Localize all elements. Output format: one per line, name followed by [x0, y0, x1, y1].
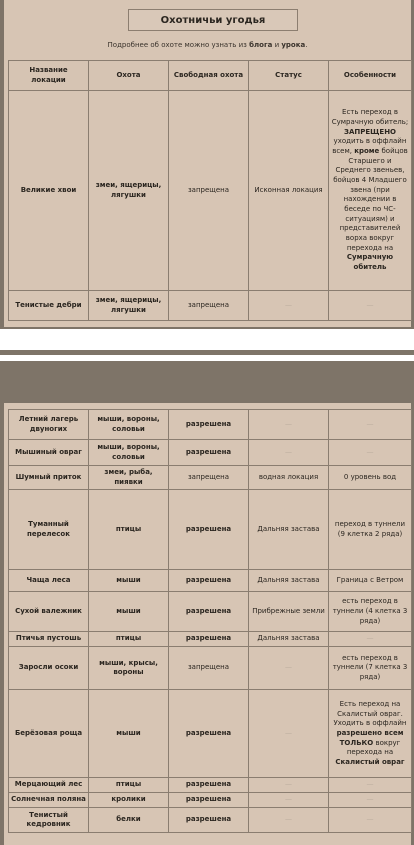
feature-text-part: ЗАПРЕЩЕНО: [343, 127, 397, 136]
cell-location-name: Мерцающий лес: [9, 778, 89, 793]
feature-text-part: Скалистый овраг: [335, 757, 405, 766]
table-row: [9, 440, 412, 466]
cell-free-hunt: разрешена: [169, 570, 249, 592]
cell-status: —: [249, 793, 329, 808]
cell-status: —: [249, 808, 329, 833]
hunting-table-bottom: [8, 409, 412, 833]
cell-location-name: Тенистые дебри: [9, 291, 89, 321]
cell-features: —: [329, 291, 412, 321]
subtitle-prefix: Подробнее об охоте можно узнать из: [107, 41, 250, 49]
cell-features: есть переход в туннели (4 клетка 3 ряда): [329, 592, 412, 632]
table-row: [9, 808, 412, 833]
table-row: [9, 91, 412, 291]
cell-free-hunt: разрешена: [169, 592, 249, 632]
cell-hunt: мыши: [89, 592, 169, 632]
cell-status: Исконная локация: [249, 91, 329, 291]
cell-free-hunt: разрешена: [169, 778, 249, 793]
cell-location-name: Солнечная поляна: [9, 793, 89, 808]
cell-free-hunt: запрещена: [169, 91, 249, 291]
cell-location-name: Берёзовая роща: [9, 690, 89, 778]
hunting-table-top: [8, 60, 412, 321]
feature-text-part: кроме: [354, 147, 380, 156]
cell-status: —: [249, 690, 329, 778]
cell-location-name: Заросли осоки: [9, 647, 89, 690]
cell-location-name: Сухой валежник: [9, 592, 89, 632]
lesson-link[interactable]: урока: [281, 41, 306, 49]
cell-hunt: змеи, ящерицы, лягушки: [89, 91, 169, 291]
cell-free-hunt: разрешена: [169, 490, 249, 570]
cell-status: —: [249, 291, 329, 321]
table-row: [9, 647, 412, 690]
cell-hunt: мыши: [89, 690, 169, 778]
table-row: [9, 490, 412, 570]
feature-text-part: вокруг перехода на: [346, 738, 401, 757]
page-subtitle: [4, 41, 411, 49]
table-row: [9, 291, 412, 321]
cell-location-name: Мышиный овраг: [9, 440, 89, 466]
cell-location-name: Летний лагерь двуногих: [9, 410, 89, 440]
cell-hunt: белки: [89, 808, 169, 833]
table-row: [9, 793, 412, 808]
blog-link[interactable]: блога: [249, 41, 273, 49]
table-header-row: [9, 61, 412, 91]
cell-status: Дальняя застава: [249, 570, 329, 592]
cell-features: Граница с Ветром: [329, 570, 412, 592]
cell-location-name: Шумный приток: [9, 466, 89, 490]
col-header-hunt: Охота: [89, 61, 169, 91]
cell-hunt: мыши: [89, 570, 169, 592]
cell-status: водная локация: [249, 466, 329, 490]
feature-text-part: разрешено всем ТОЛЬКО: [336, 728, 404, 747]
cell-features: [329, 690, 412, 778]
feature-text-part: Есть переход в Сумрачную обитель;: [331, 108, 409, 127]
cell-status: —: [249, 410, 329, 440]
feature-text-part: бойцов Старшего и Среднего звеньев, бойцов 4 Младшего звена (при нахождении в беседе по ЧС-ситуациям) и представителей ворха вокруг перехода на: [333, 147, 408, 252]
table-row: [9, 570, 412, 592]
cell-features: [329, 91, 412, 291]
cell-hunt: мыши, крысы, вороны: [89, 647, 169, 690]
table-row: [9, 632, 412, 647]
cell-free-hunt: разрешена: [169, 410, 249, 440]
cell-features: 0 уровень вод: [329, 466, 412, 490]
table-row: [9, 592, 412, 632]
cell-free-hunt: разрешена: [169, 690, 249, 778]
cell-free-hunt: запрещена: [169, 466, 249, 490]
col-header-name: Название локации: [9, 61, 89, 91]
hunting-panel-top: [0, 0, 414, 329]
subtitle-mid: и: [272, 41, 282, 49]
cell-free-hunt: разрешена: [169, 440, 249, 466]
cell-status: Прибрежные земли: [249, 592, 329, 632]
subtitle-suffix: .: [305, 41, 308, 49]
section-divider: [0, 350, 414, 355]
cell-features: —: [329, 440, 412, 466]
cell-hunt: птицы: [89, 490, 169, 570]
feature-text-part: Есть переход на Скалистый овраг. Уходить в оффлайн: [333, 700, 407, 728]
cell-status: —: [249, 647, 329, 690]
table-row: [9, 778, 412, 793]
cell-free-hunt: разрешена: [169, 808, 249, 833]
feature-text-part: Сумрачную обитель: [346, 253, 394, 271]
cell-hunt: змеи, рыба, пиявки: [89, 466, 169, 490]
cell-free-hunt: запрещена: [169, 291, 249, 321]
col-header-status: Статус: [249, 61, 329, 91]
cell-free-hunt: разрешена: [169, 793, 249, 808]
cell-hunt: мыши, вороны, соловьи: [89, 440, 169, 466]
cell-hunt: мыши, вороны, соловьи: [89, 410, 169, 440]
cell-location-name: Птичья пустошь: [9, 632, 89, 647]
cell-features: —: [329, 410, 412, 440]
cell-features: —: [329, 808, 412, 833]
cell-status: —: [249, 778, 329, 793]
feature-text-part: уходить в оффлайн всем,: [332, 137, 407, 156]
cell-hunt: кролики: [89, 793, 169, 808]
cell-hunt: птицы: [89, 778, 169, 793]
cell-status: Дальняя застава: [249, 490, 329, 570]
cell-free-hunt: разрешена: [169, 632, 249, 647]
col-header-free-hunt: Свободная охота: [169, 61, 249, 91]
cell-features: —: [329, 793, 412, 808]
table-row: [9, 466, 412, 490]
cell-status: —: [249, 440, 329, 466]
cell-features: —: [329, 778, 412, 793]
cell-features: —: [329, 632, 412, 647]
page-title: Охотничьи угодья: [128, 9, 298, 31]
cell-location-name: Туманный перелесок: [9, 490, 89, 570]
cell-status: Дальняя застава: [249, 632, 329, 647]
cell-hunt: змеи, ящерицы, лягушки: [89, 291, 169, 321]
col-header-features: Особенности: [329, 61, 412, 91]
hunting-panel-bottom: [0, 361, 414, 845]
cell-hunt: птицы: [89, 632, 169, 647]
cell-features: есть переход в туннели (7 клетка 3 ряда): [329, 647, 412, 690]
cell-free-hunt: запрещена: [169, 647, 249, 690]
cell-features: переход в туннели (9 клетка 2 ряда): [329, 490, 412, 570]
cell-location-name: Великие хвои: [9, 91, 89, 291]
table-row: [9, 690, 412, 778]
cell-location-name: Тенистый кедровник: [9, 808, 89, 833]
table-row: [9, 410, 412, 440]
cell-location-name: Чаща леса: [9, 570, 89, 592]
